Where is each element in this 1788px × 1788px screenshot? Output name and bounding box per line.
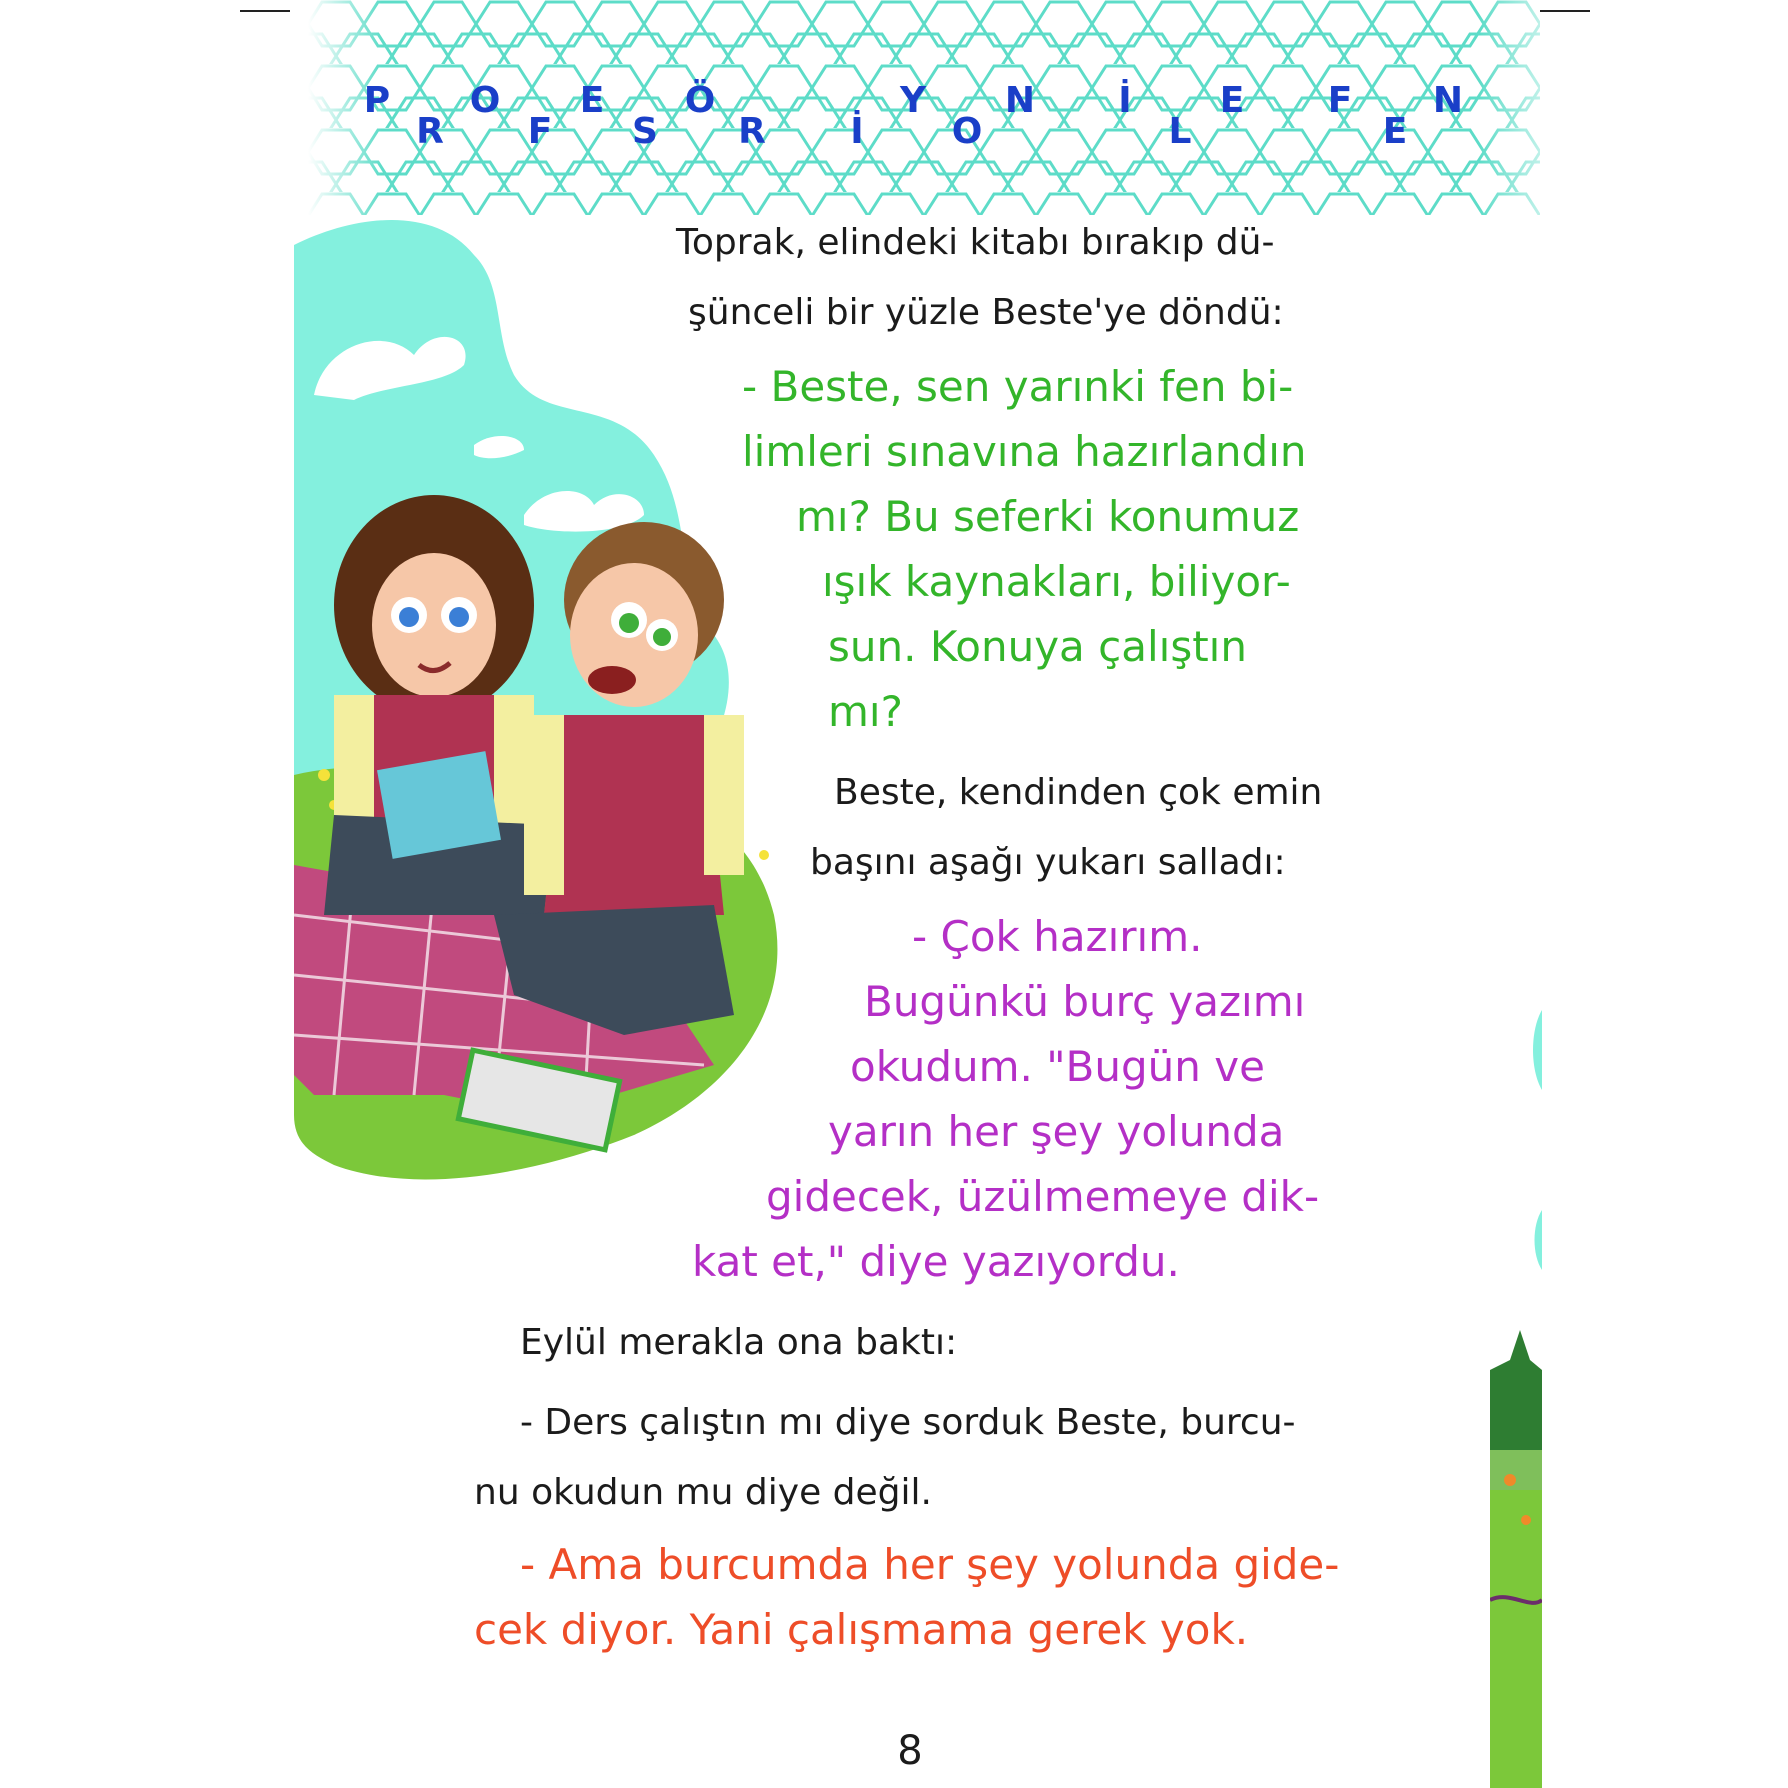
next-page-bleed-upper (1530, 1010, 1542, 1270)
title-letter: E (1382, 111, 1408, 152)
toprak-dialogue-line: ışık kaynakları, biliyor- (822, 557, 1291, 606)
title-letter: Y (899, 80, 927, 121)
toprak-dialogue-line: mı? (828, 687, 903, 736)
title-letter: R (416, 111, 444, 152)
beste-dialogue-line: okudum. "Bugün ve (850, 1042, 1265, 1091)
girl-figure (324, 495, 554, 915)
title-letter: N (1004, 80, 1036, 121)
eylul-dialogue-line: nu okudun mu diye değil. (474, 1472, 932, 1513)
title-letter: N (1432, 80, 1464, 121)
title-letter: E (579, 80, 605, 121)
beste-dialogue-line: - Ama burcumda her şey yolunda gide- (520, 1540, 1340, 1589)
toprak-dialogue-line: limleri sınavına hazırlandın (742, 427, 1307, 476)
title-letter: İ (850, 111, 864, 152)
beste-dialogue-line: gidecek, üzülmemeye dik- (766, 1172, 1320, 1221)
narration-line: Beste, kendinden çok emin (834, 772, 1323, 813)
narration-line: şünceli bir yüzle Beste'ye döndü: (688, 292, 1284, 333)
title-letter: F (1327, 80, 1353, 121)
title-letter: O (951, 111, 983, 152)
narration-line: Toprak, elindeki kitabı bırakıp dü- (676, 222, 1275, 263)
title-letter: L (1168, 111, 1192, 152)
title-letter: S (632, 111, 658, 152)
title-letter: O (469, 80, 501, 121)
toprak-dialogue-line: - Beste, sen yarınki fen bi- (742, 362, 1294, 411)
title-letter: R (738, 111, 766, 152)
narration-line: başını aşağı yukarı salladı: (810, 842, 1286, 883)
beste-dialogue-line: - Çok hazırım. (912, 912, 1203, 961)
title-letter: P (363, 80, 391, 121)
eylul-dialogue-line: - Ders çalıştın mı diye sorduk Beste, burcu- (520, 1402, 1296, 1443)
narration-line: Eylül merakla ona baktı: (520, 1322, 958, 1363)
title-letter: Ö (684, 80, 716, 121)
beste-dialogue-line: kat et," diye yazıyordu. (692, 1237, 1180, 1286)
title-letter: İ (1118, 80, 1132, 121)
header-title (0, 0, 1788, 215)
beste-dialogue-line: cek diyor. Yani çalışmama gerek yok. (474, 1605, 1249, 1654)
toprak-dialogue-line: mı? Bu seferki konumuz (796, 492, 1300, 541)
next-page-bleed-lower (1490, 1330, 1542, 1788)
page-number: 8 (897, 1728, 923, 1774)
toprak-dialogue-line: sun. Konuya çalıştın (828, 622, 1247, 671)
beste-dialogue-line: yarın her şey yolunda (828, 1107, 1285, 1156)
title-letter: F (527, 111, 553, 152)
beste-dialogue-line: Bugünkü burç yazımı (864, 977, 1306, 1026)
title-letter: E (1219, 80, 1245, 121)
